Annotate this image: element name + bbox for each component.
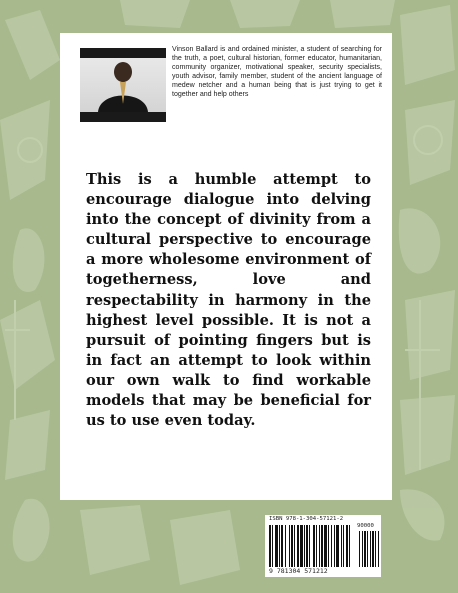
- barcode-bars: [269, 525, 379, 567]
- author-bio: Vinson Ballard is and ordained minister, a student of searching for the truth, a poet, cultural historian, former educator, humanitarian, community organizer, motivational speaker, security specialists, youth advisor, family member, student of the ancient language of medew netcher and a human being that is just trying to get it together and help others: [172, 46, 382, 99]
- barcode-digits: 9 781304 571212: [269, 567, 328, 575]
- price-code: 90000: [357, 523, 374, 529]
- isbn-label: ISBN 978-1-304-57121-2: [269, 516, 344, 522]
- book-description: This is a humble attempt to encourage dialogue into delving into the concept of divinity from a cultural perspective to encourage a more wholesome environment of togetherness, love and respectability in harmony in the highest level possible. It is not a pursuit of pointing fingers but is in fact an attempt to look within our own walk to find workable models that may be beneficial for us to use even today.: [86, 171, 371, 430]
- author-photo: [80, 48, 166, 122]
